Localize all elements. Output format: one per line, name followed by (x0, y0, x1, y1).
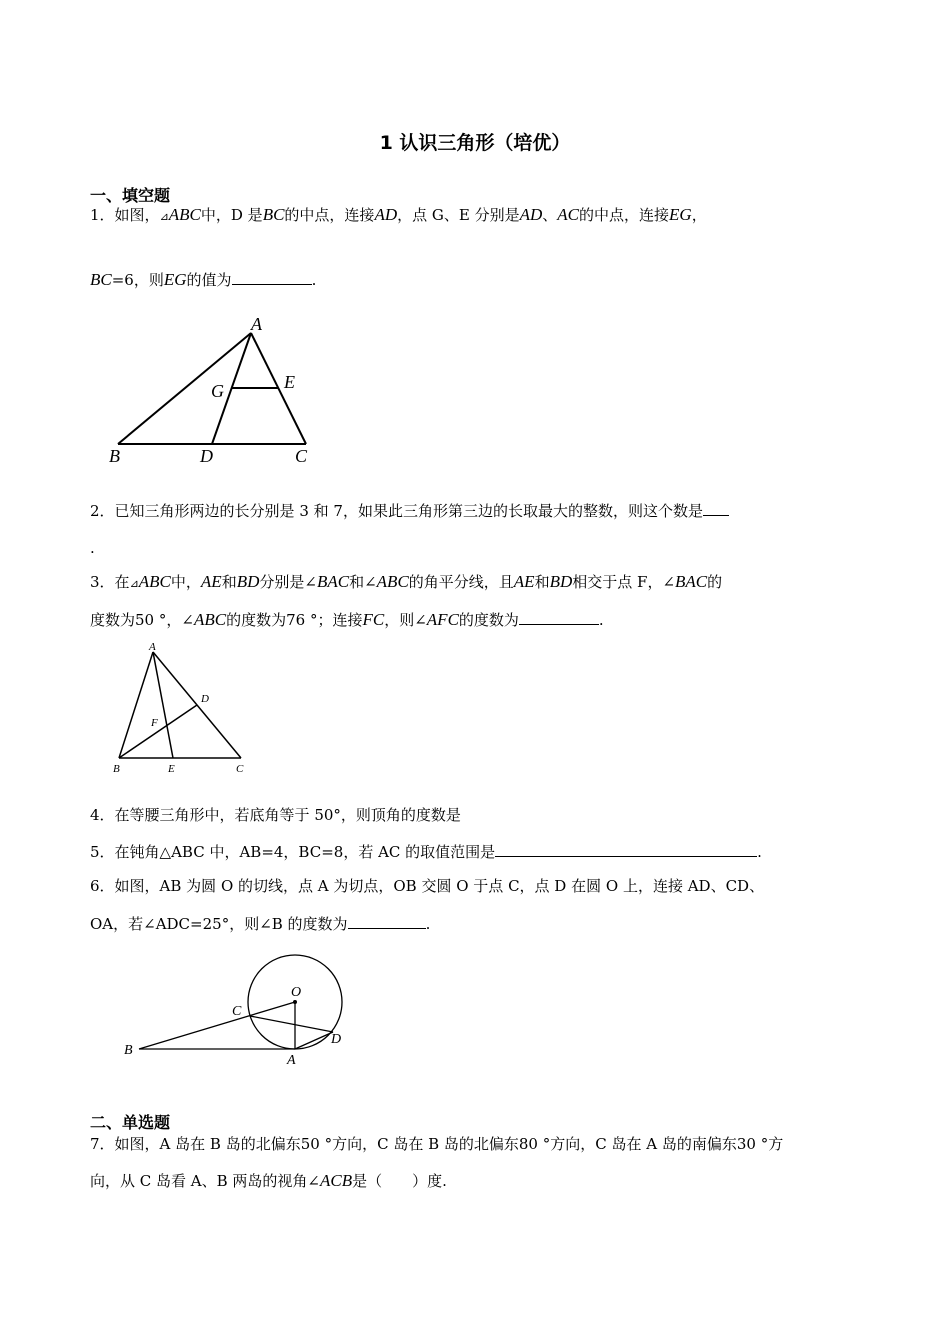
answer-blank[interactable] (232, 270, 312, 285)
segment-ad (295, 1032, 333, 1049)
label-D: D (201, 693, 209, 705)
question-number: 2． (90, 502, 115, 520)
page-title: 1 认识三角形（培优） (379, 132, 571, 154)
answer-blank[interactable] (495, 842, 757, 857)
label-B: B (109, 446, 120, 466)
question-number: 1． (90, 206, 115, 224)
figure-6-circle (115, 950, 360, 1070)
label-C: C (236, 763, 244, 775)
question-1-line-1: 1．如图，⊿ABC中，D 是BC的中点，连接AD，点 G、E 分别是AD、AC的中点，连接EG， (90, 205, 707, 224)
question-number: 5． (90, 843, 115, 861)
section-single-choice: 二、单选题 (90, 1113, 171, 1132)
question-3-line-2: 度数为50 °，∠ABC的度数为76 °；连接FC，则∠AFC的度数为 . (90, 610, 604, 629)
label-E: E (168, 763, 175, 775)
question-3-line-1: 3．在⊿ABC中，AE和BD分别是∠BAC和∠ABC的角平分线，且AE和BD相交于点 F，∠BAC的 (90, 572, 723, 591)
figure-3-triangle (105, 640, 260, 780)
section-fill-in: 一、填空题 (90, 186, 171, 205)
label-A: A (149, 641, 156, 653)
question-number: 7． (90, 1135, 115, 1153)
question-4: 4．在等腰三角形中，若底角等于 50°，则顶角的度数是 (90, 806, 461, 824)
label-D: D (200, 446, 213, 466)
question-2-line-1: 2．已知三角形两边的长分别是 3 和 7，如果此三角形第三边的长取最大的整数，则这个数是 (90, 501, 729, 521)
label-A: A (287, 1053, 296, 1068)
segment-ab (119, 652, 153, 758)
label-C: C (295, 446, 308, 466)
answer-blank[interactable] (348, 914, 426, 929)
label-B: B (124, 1043, 133, 1058)
label-D: D (331, 1032, 342, 1047)
label-O: O (291, 985, 302, 1000)
question-number: 4． (90, 806, 115, 824)
segment-ob (139, 1002, 295, 1049)
label-A: A (251, 314, 262, 334)
answer-blank[interactable] (703, 501, 729, 516)
label-E: E (284, 372, 295, 392)
question-5: 5．在钝角△ABC 中，AB=4，BC=8，若 AC 的取值范围是 . (90, 843, 762, 861)
question-6-line-2: OA，若∠ADC=25°，则∠B 的度数为 . (90, 915, 431, 933)
label-C: C (232, 1004, 242, 1019)
label-F: F (151, 717, 158, 729)
question-7-line-1: 7．如图，A 岛在 B 岛的北偏东50 °方向，C 岛在 B 岛的北偏东80 °方向，C 岛在 A 岛的南偏东30 °方 (90, 1135, 784, 1153)
answer-blank[interactable] (519, 610, 599, 625)
segment-cd (250, 1016, 333, 1032)
question-number: 3． (90, 573, 115, 591)
question-1-line-2: BC=6，则EG的值为 . (90, 270, 317, 289)
segment-bd (119, 705, 197, 758)
label-B: B (113, 763, 120, 775)
question-7-line-2: 向，从 C 岛看 A、B 两岛的视角∠ACB是（ ）度. (90, 1171, 447, 1190)
question-6-line-1: 6．如图，AB 为圆 O 的切线，点 A 为切点，OB 交圆 O 于点 C，点 D 在圆 O 上，连接 AD、CD、 (90, 877, 765, 895)
figure-1-triangle (105, 310, 325, 475)
segment-ae (153, 652, 173, 758)
label-G: G (211, 381, 224, 401)
question-2-line-2: . (90, 539, 95, 557)
question-number: 6． (90, 877, 115, 895)
center-point-o (293, 1000, 297, 1004)
